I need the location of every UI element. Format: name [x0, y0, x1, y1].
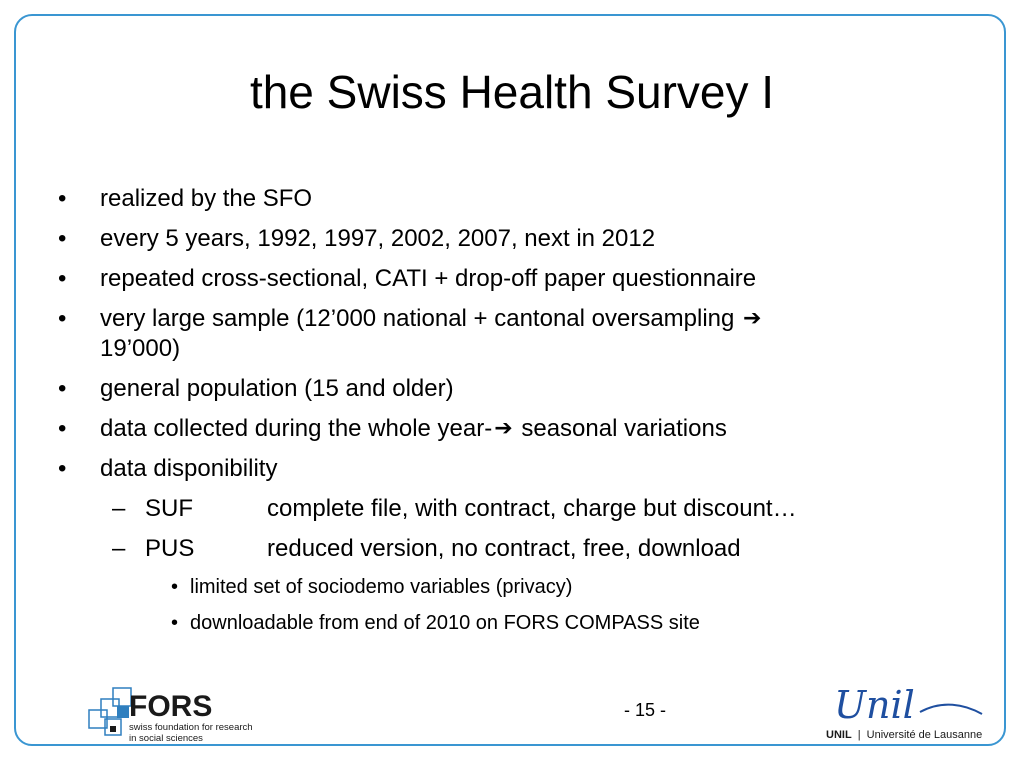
unil-script-wordmark: Unil [834, 683, 915, 727]
right-arrow-icon: ➔ [494, 415, 513, 440]
slide-title: the Swiss Health Survey I [249, 66, 775, 118]
fors-tagline-2: in social sciences [129, 733, 203, 744]
bullet-item [58, 414, 938, 444]
right-arrow-icon: ➔ [743, 305, 762, 330]
bullet-dot-icon: • [58, 185, 67, 212]
bullet-text-part1: very large sample (12’000 national + cantonal oversampling [100, 305, 735, 332]
sub-bullet-item [58, 534, 938, 564]
bullet-text-part2: 19’000) [100, 335, 181, 362]
unil-logo [824, 680, 994, 744]
bullet-item [58, 264, 938, 294]
bullet-item [58, 374, 938, 404]
sub-bullet-item [58, 494, 938, 524]
bullet-item [58, 184, 938, 214]
bullet-text-part2: seasonal variations [521, 415, 727, 442]
fors-tagline-1: swiss foundation for research [129, 722, 253, 733]
bullet-dot-icon: • [171, 612, 179, 634]
slide-content [58, 184, 938, 646]
bullet-item [58, 454, 938, 484]
bullet-dot-icon: • [171, 576, 179, 598]
sub-bullet-code: SUF [145, 495, 193, 522]
sub-bullet-text: reduced version, no contract, free, download [267, 535, 741, 562]
page-number: - 15 - [623, 700, 666, 720]
bullet-text: realized by the SFO [100, 185, 313, 212]
fors-wordmark: FORS [129, 690, 213, 723]
sub-bullet-text: complete file, with contract, charge but discount… [267, 495, 797, 522]
unil-tagline-separator: | [857, 729, 861, 741]
bullet-text: general population (15 and older) [100, 375, 454, 402]
bullet-dot-icon: • [58, 225, 67, 252]
bullet-dot-icon: • [58, 455, 67, 482]
dash-icon: – [112, 535, 126, 562]
bullet-text: every 5 years, 1992, 1997, 2002, 2007, next in 2012 [100, 225, 656, 252]
bullet-item [58, 224, 938, 254]
bullet-item [58, 304, 938, 364]
bullet-dot-icon: • [58, 375, 67, 402]
fors-logo [87, 686, 267, 744]
bullet-text: data disponibility [100, 455, 278, 482]
dash-icon: – [112, 495, 126, 522]
bullet-dot-icon: • [58, 265, 67, 292]
bullet-dot-icon: • [58, 305, 67, 332]
sub-sub-bullet-text: downloadable from end of 2010 on FORS COMPASS site [190, 612, 700, 634]
bullet-dot-icon: • [58, 415, 67, 442]
sub-sub-bullet-text: limited set of sociodemo variables (privacy) [190, 576, 573, 598]
sub-sub-bullet-item [58, 610, 938, 636]
unil-tagline-rest: Université de Lausanne [866, 729, 983, 741]
sub-bullet-code: PUS [145, 535, 195, 562]
unil-tagline-strong: UNIL [826, 729, 852, 741]
bullet-text-part1: data collected during the whole year- [100, 415, 493, 442]
bullet-text: repeated cross-sectional, CATI + drop-off paper questionnaire [100, 265, 757, 292]
sub-sub-bullet-item [58, 574, 938, 600]
svg-text:UNIL | Université de L [826, 729, 982, 741]
